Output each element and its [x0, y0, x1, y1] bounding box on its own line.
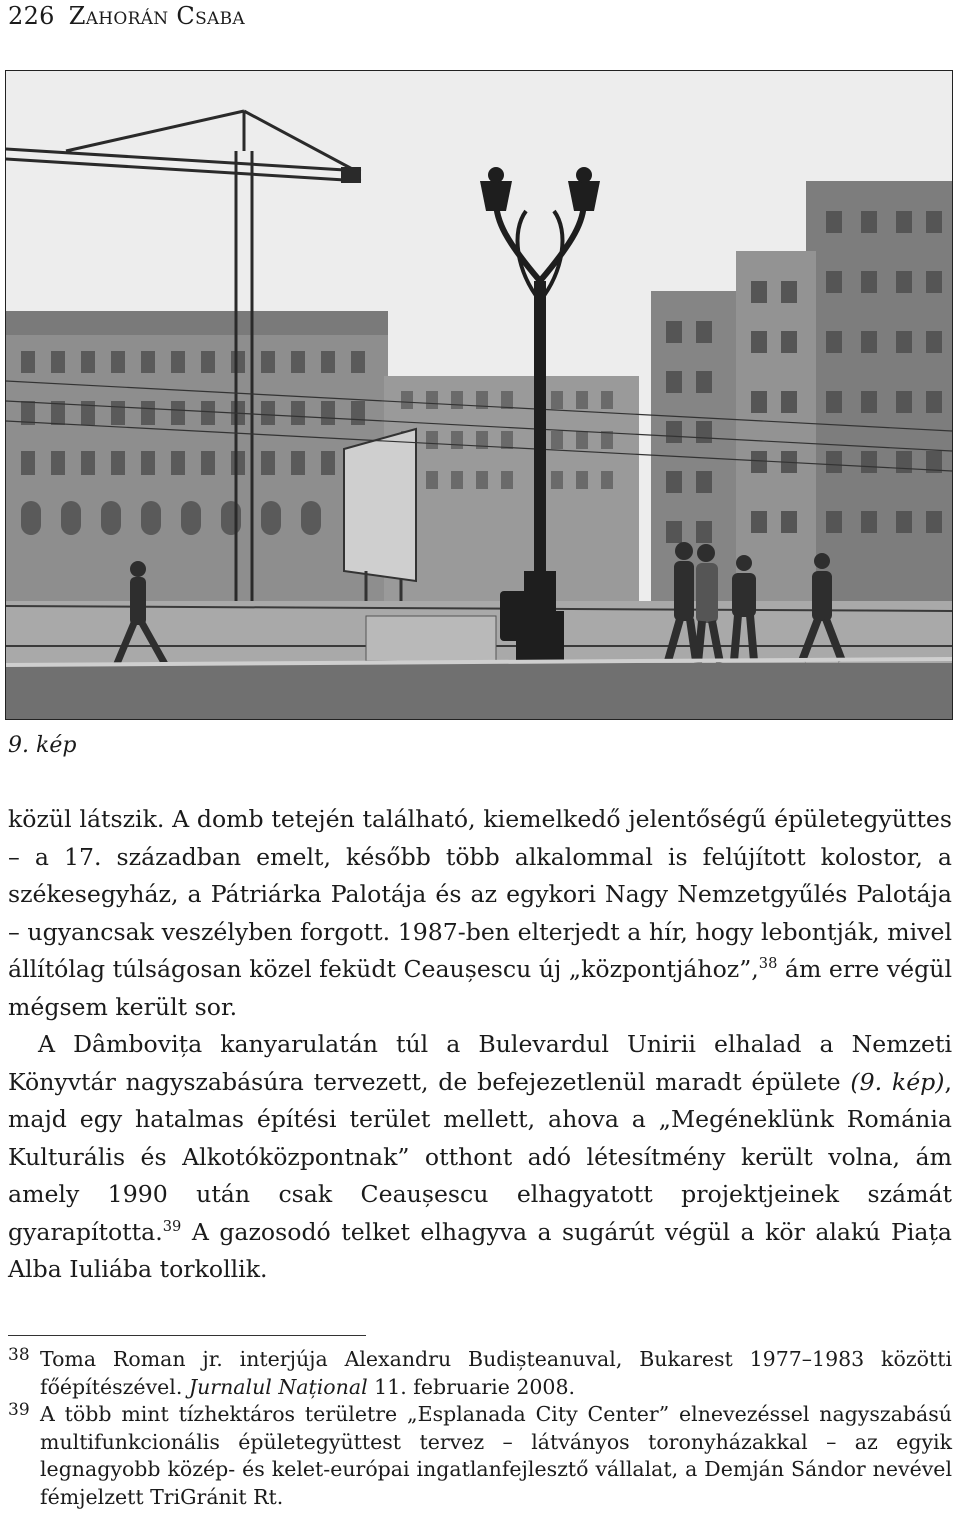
footnotes [8, 1346, 952, 1511]
footnote-ref-38[interactable]: 38 [758, 955, 778, 973]
running-head-author: Zahorán Csaba [68, 2, 245, 30]
paragraph-2-text-after: A gazosodó telket elhagyva a sugárút végül a kör alakú Piața Alba Iuliába torkollik. [8, 1217, 952, 1283]
footnote-number: 39 [8, 1400, 30, 1420]
paragraph-1-text: közül látszik. A domb tetején található, kiemelkedő jelentőségű épületegyüttes – a 17. században emelt, később több alkalommal is felújított kolostor, a székesegyház, a Pátriárka Palotája és az egykori Nagy Nemzetgyűlés Palotája – ugyancsak veszélyben forgott. 1987-ben elterjedt a hír, hogy lebontják, mivel állítólag túlságosan közel feküdt Ceaușescu új „központjához”, [8, 805, 952, 983]
figure-photo [5, 70, 953, 720]
street [6, 663, 952, 719]
figure-reference: (9. kép) [850, 1067, 945, 1096]
footnote-text: Toma Roman jr. interjúja Alexandru Budișteanuval, Bukarest 1977–1983 közötti főépítészével. [40, 1347, 952, 1399]
footnote-number: 38 [8, 1345, 30, 1365]
billboard [344, 429, 416, 581]
footnote-38 [8, 1346, 952, 1401]
paragraph-2-text-mid: , majd egy hatalmas építési terület mellett, ahova a „Megéneklünk Románia Kulturális és Alkotóközpontnak” otthont adó létesítmény került volna, ám amely 1990 után csak Ceaușescu elhagyatott projektjeinek számát gyarapította. [8, 1067, 952, 1246]
paragraph-1 [8, 801, 952, 1026]
footnote-ref-39[interactable]: 39 [162, 1217, 182, 1235]
page-number: 226 [8, 2, 55, 30]
source-title: Jurnalul Național [188, 1374, 368, 1399]
paragraph-2 [8, 1026, 952, 1289]
footnote-39 [8, 1401, 952, 1511]
caption-word: kép [36, 733, 77, 758]
footnote-text-after: 11. februarie 2008. [367, 1374, 576, 1399]
footnote-rule [8, 1335, 366, 1336]
paragraph-1-text-after: ám erre végül mégsem került sor. [8, 955, 952, 1021]
paragraph-2-text-before: A Dâmbovița kanyarulatán túl a Bulevardul Unirii elhalad a Nemzeti Könyvtár nagyszabásúra tervezett, de befejezetlenül maradt épülete [8, 1030, 952, 1096]
body-text [8, 801, 952, 1289]
caption-number: 9. [8, 733, 29, 758]
footnote-text: A több mint tízhektáros területre „Esplanada City Center” elnevezéssel nagyszabású multifunkcionális épületegyüttest tervez – látványos toronyházakkal – az egyik legnagyobb közép- és kelet-európai ingatlanfejlesztő vállalat, a Demján Sándor nevével fémjelzett TriGránit Rt. [40, 1402, 952, 1509]
running-header [8, 2, 245, 30]
street-photo-icon [6, 71, 952, 719]
figure-caption [8, 733, 76, 758]
